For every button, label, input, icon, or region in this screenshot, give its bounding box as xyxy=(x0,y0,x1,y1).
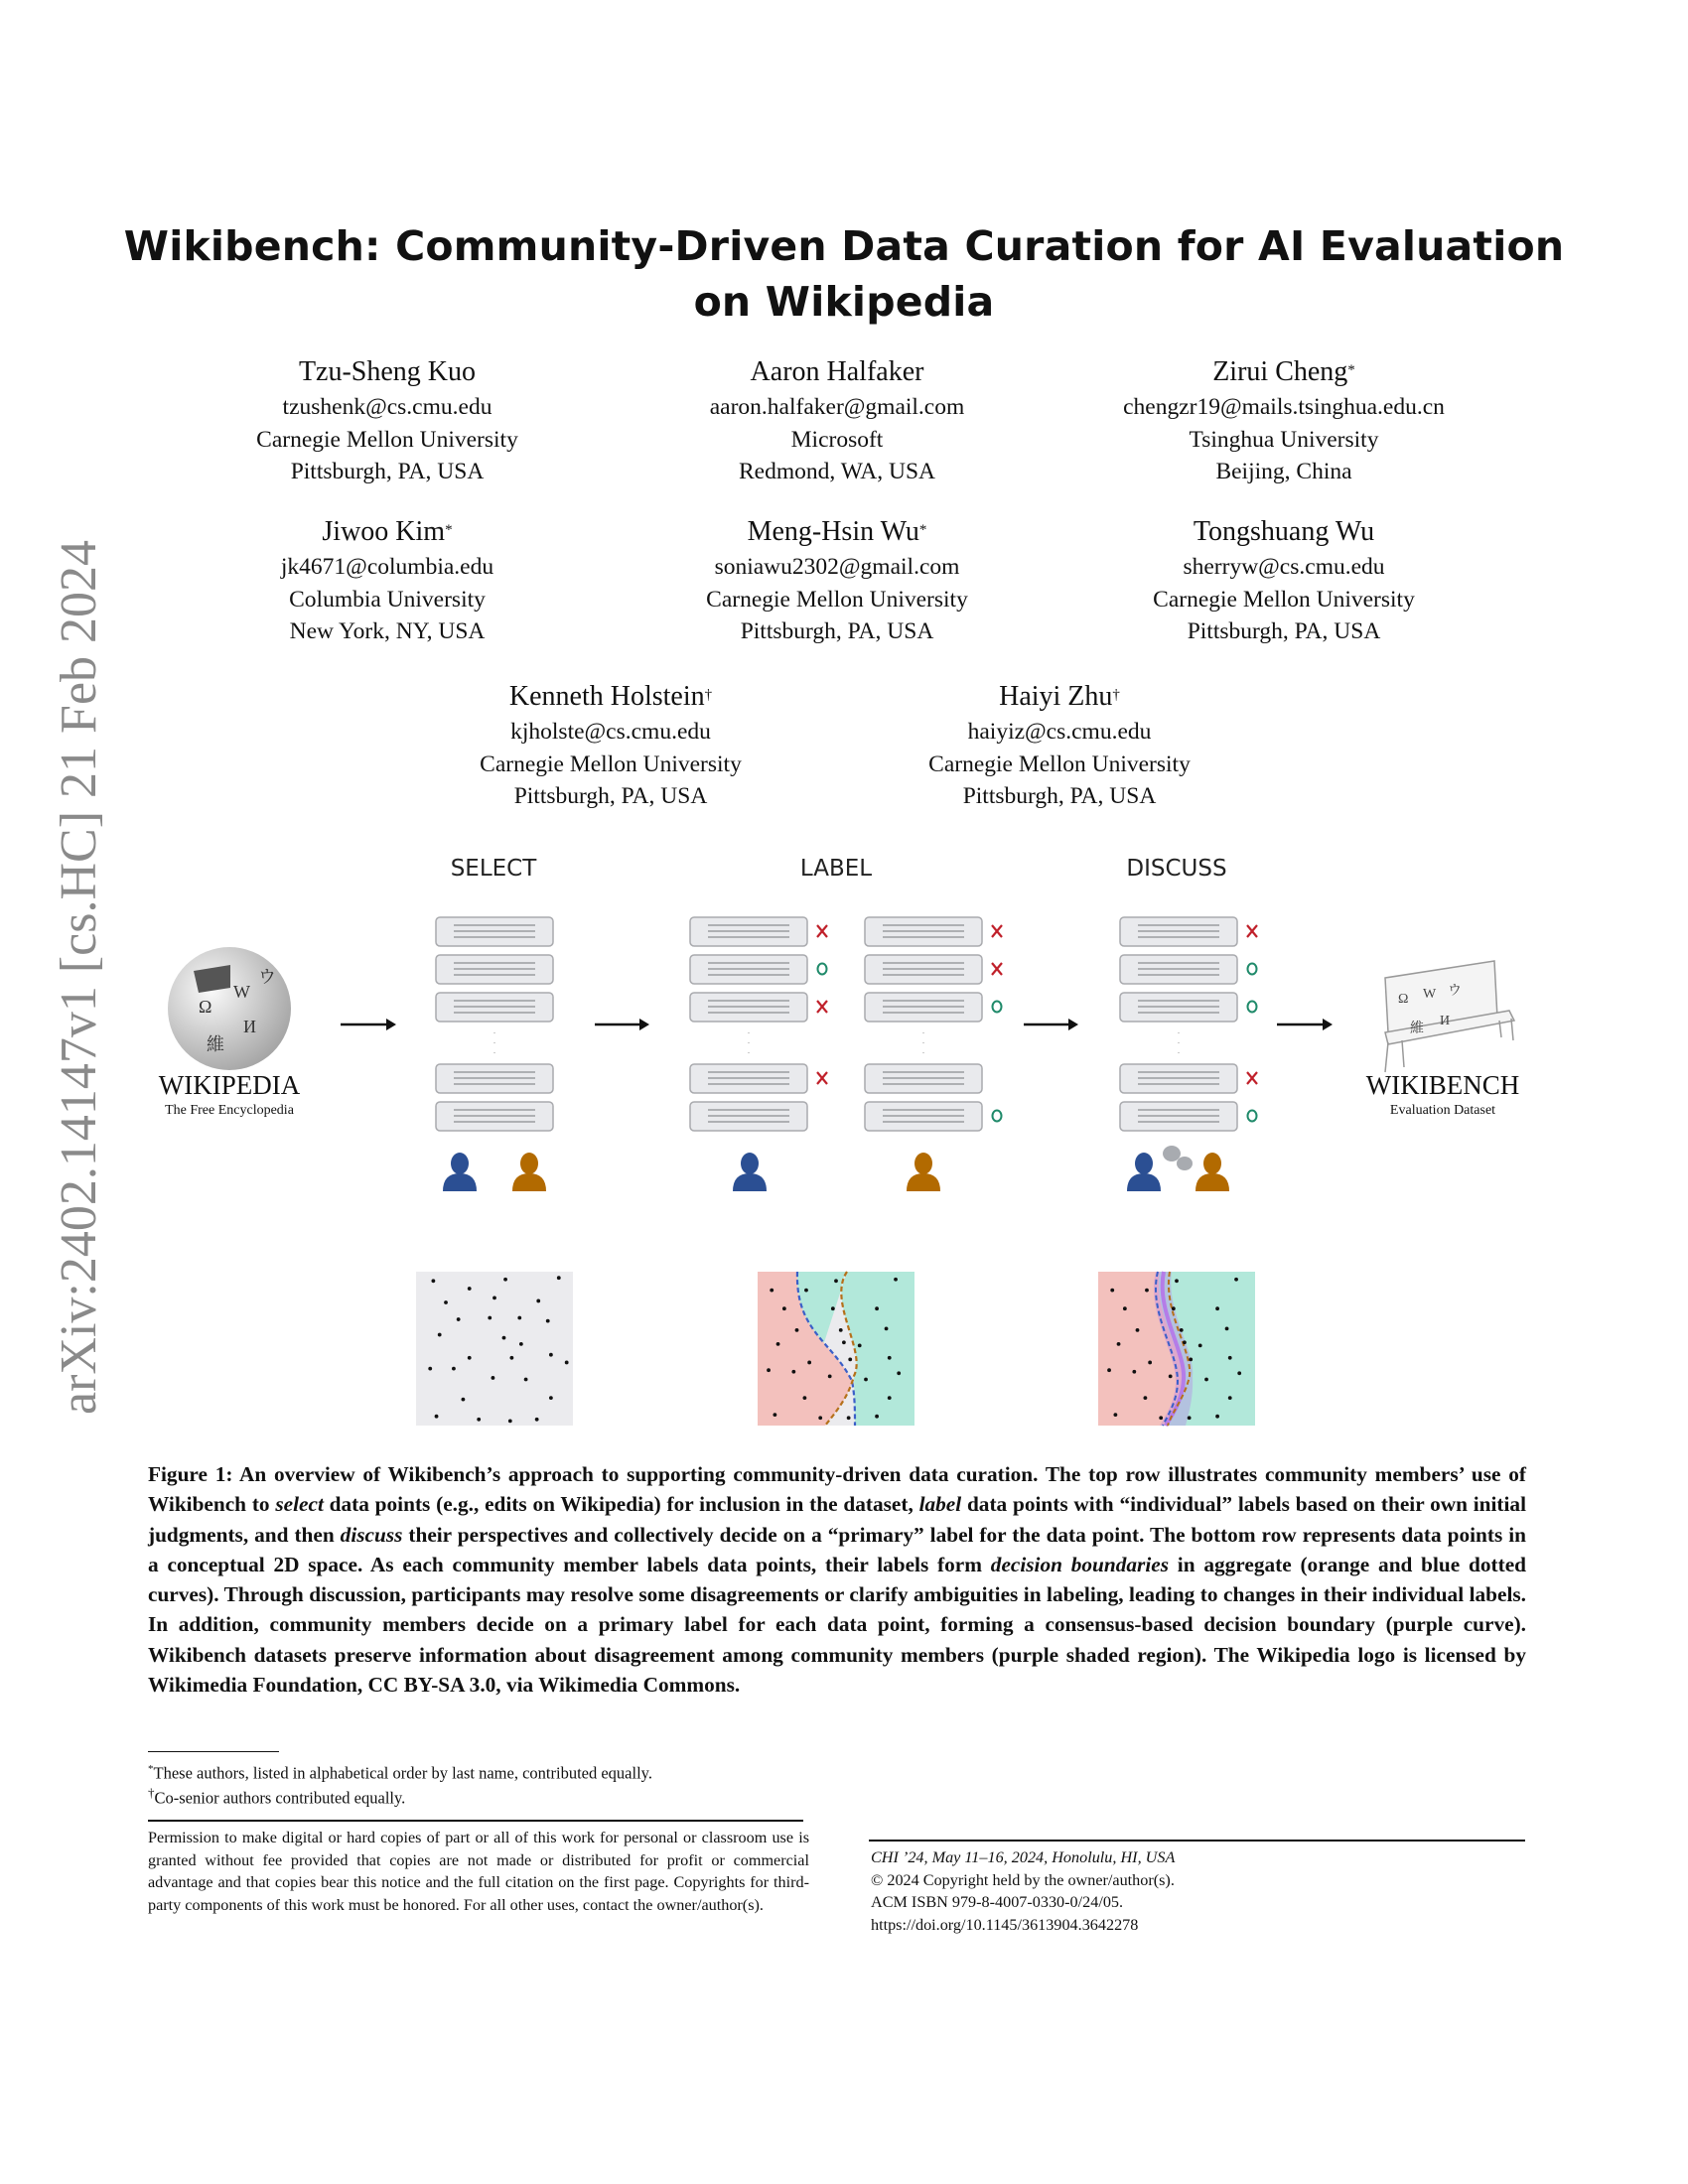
isbn: ACM ISBN 979-8-4007-0330-0/24/05. xyxy=(871,1893,1124,1911)
data-point-dot xyxy=(477,1418,481,1422)
data-point-card xyxy=(436,1064,553,1093)
data-point-dot xyxy=(431,1279,435,1283)
data-point-dot xyxy=(536,1299,540,1303)
label-x-icon xyxy=(817,1072,827,1084)
author-block xyxy=(392,678,829,813)
card-column-select xyxy=(436,917,553,1131)
scatter-unlabeled xyxy=(416,1272,573,1426)
data-point-dot xyxy=(1215,1306,1219,1310)
author-name-text: Jiwoo Kim xyxy=(322,516,446,547)
data-point-dot xyxy=(492,1296,496,1299)
author-footnote-mark: † xyxy=(704,687,713,703)
data-point-dot xyxy=(488,1316,492,1320)
caption-emphasis: label xyxy=(918,1492,962,1517)
data-point-dot xyxy=(1188,1416,1192,1420)
author-location: Pittsburgh, PA, USA xyxy=(740,618,934,644)
data-point-dot xyxy=(888,1356,892,1360)
author-name xyxy=(619,353,1055,391)
svg-text:W: W xyxy=(1423,987,1437,1002)
data-point-dot xyxy=(828,1375,832,1379)
label-x-icon xyxy=(817,925,827,937)
data-point-dot xyxy=(452,1367,456,1371)
data-point-dot xyxy=(842,1340,846,1344)
arrow-right-icon xyxy=(341,1019,396,1030)
user-blue-icon xyxy=(443,1153,477,1191)
data-point-card xyxy=(436,955,553,984)
svg-text:И: И xyxy=(243,1017,256,1036)
label-o-icon xyxy=(993,1111,1002,1122)
data-point-dot xyxy=(1159,1416,1163,1420)
data-point-card xyxy=(690,1102,807,1131)
caption-text: in aggregate (orange and blue dotted curves). Through discussion, participants may resolve some disagreements or clarify ambiguities in labeling, leading to changes in their individual labels. In addition, community members decide on a primary label for each data point, forming a consensus-based decision boundary (purple curve). Wikibench datasets preserve information about disagreement among community members (purple shaded region). The Wikipedia logo is licensed by Wikimedia Foundation, CC BY-SA 3.0, via Wikimedia Commons. xyxy=(148,1552,1527,1698)
data-point-dot xyxy=(444,1300,448,1304)
data-point-dot xyxy=(519,1342,523,1346)
caption-text: data points with “individual” labels based on their own initial judgments, and then xyxy=(148,1492,1526,1547)
data-point-dot xyxy=(546,1319,550,1323)
data-point-dot xyxy=(468,1356,472,1360)
author-name xyxy=(841,678,1278,716)
user-blue-icon xyxy=(1127,1153,1161,1191)
user-orange-icon xyxy=(907,1153,940,1191)
svg-text:Ω: Ω xyxy=(1398,992,1409,1007)
author-location: Pittsburgh, PA, USA xyxy=(1187,618,1381,644)
user-blue-icon xyxy=(733,1153,767,1191)
label-o-icon xyxy=(1248,1111,1257,1122)
author-location: Beijing, China xyxy=(1215,459,1352,484)
label-o-icon xyxy=(1248,1002,1257,1013)
data-point-dot xyxy=(875,1415,879,1419)
author-email[interactable]: aaron.halfaker@gmail.com xyxy=(709,394,965,420)
footnote-text: These authors, listed in alphabetical order by last name, contributed equally. xyxy=(153,1763,652,1783)
data-point-dot xyxy=(503,1278,507,1282)
label-o-icon xyxy=(1248,964,1257,975)
data-point-card xyxy=(690,955,807,984)
data-point-dot xyxy=(770,1289,774,1293)
svg-text:И: И xyxy=(1440,1014,1451,1028)
svg-text:維: 維 xyxy=(1410,1022,1424,1036)
data-point-dot xyxy=(428,1367,432,1371)
footnote-co-senior xyxy=(148,1782,405,1810)
author-footnote-mark: * xyxy=(1347,362,1355,378)
data-point-dot xyxy=(1225,1326,1229,1330)
data-point-dot xyxy=(1198,1344,1202,1348)
data-point-dot xyxy=(791,1370,795,1374)
data-point-dot xyxy=(1113,1413,1117,1417)
author-affiliation: Carnegie Mellon University xyxy=(706,586,968,613)
svg-text:W: W xyxy=(233,982,250,1002)
data-point-dot xyxy=(773,1413,776,1417)
data-point-dot xyxy=(767,1368,771,1372)
author-name xyxy=(619,513,1055,551)
data-point-dot xyxy=(1228,1396,1232,1400)
data-point-dot xyxy=(1117,1342,1121,1346)
data-point-dot xyxy=(435,1415,439,1419)
data-point-dot xyxy=(803,1396,807,1400)
data-point-dot xyxy=(508,1419,512,1423)
arrow-right-icon xyxy=(1277,1019,1333,1030)
author-footnote-mark: * xyxy=(445,522,453,538)
wikipedia-tagline: The Free Encyclopedia xyxy=(165,1103,294,1118)
data-point-dot xyxy=(462,1398,466,1402)
author-name-text: Aaron Halfaker xyxy=(750,356,924,387)
data-point-card xyxy=(1120,1064,1237,1093)
data-point-card xyxy=(436,917,553,946)
data-point-card xyxy=(690,917,807,946)
copyright-notice: © 2024 Copyright held by the owner/author(s). xyxy=(871,1870,1175,1889)
caption-text: data points (e.g., edits on Wikipedia) for inclusion in the dataset, xyxy=(323,1492,919,1517)
author-name-text: Tongshuang Wu xyxy=(1193,516,1375,547)
wikipedia-wordmark: WIKIPEDIA xyxy=(158,1070,301,1100)
data-point-dot xyxy=(1145,1289,1149,1293)
data-point-dot xyxy=(807,1361,811,1365)
author-email[interactable]: haiyiz@cs.cmu.edu xyxy=(967,719,1152,745)
data-point-dot xyxy=(888,1396,892,1400)
author-email[interactable]: tzushenk@cs.cmu.edu xyxy=(282,394,492,420)
data-point-dot xyxy=(457,1317,461,1321)
author-affiliation: Tsinghua University xyxy=(1189,426,1379,453)
author-affiliation: Columbia University xyxy=(289,586,486,613)
author-name-text: Meng-Hsin Wu xyxy=(747,516,919,547)
data-point-dot xyxy=(1169,1375,1173,1379)
author-email[interactable]: kjholste@cs.cmu.edu xyxy=(510,719,711,745)
stage-label-select: SELECT xyxy=(450,856,537,882)
footnote-mark: * xyxy=(148,1763,154,1775)
doi-link[interactable]: https://doi.org/10.1145/3613904.3642278 xyxy=(871,1915,1139,1934)
author-name-text: Zirui Cheng xyxy=(1212,356,1348,387)
footnote-text: Co-senior authors contributed equally. xyxy=(154,1788,406,1808)
author-footnote-mark: † xyxy=(1112,687,1120,703)
permission-statement: Permission to make digital or hard copies of part or all of this work for personal or classroom use is granted without fee provided that copies are not made or distributed for profit or commercial advantage and that copies bear this notice and the full citation on the first page. Copyrights for third-party components of this work must be honored. For all other uses, contact the owner/author(s). xyxy=(148,1829,809,1914)
data-point-card xyxy=(865,955,982,984)
arrow-right-icon xyxy=(595,1019,649,1030)
svg-text:維: 維 xyxy=(207,1034,224,1054)
permission-divider xyxy=(148,1820,803,1822)
data-point-card xyxy=(1120,917,1237,946)
data-point-dot xyxy=(864,1378,868,1382)
data-point-dot xyxy=(517,1316,521,1320)
footnote-divider xyxy=(148,1751,279,1752)
data-point-dot xyxy=(818,1416,822,1420)
data-point-dot xyxy=(468,1287,472,1291)
wikibench-tagline: Evaluation Dataset xyxy=(1389,1103,1496,1118)
arxiv-identifier: arXiv:2402.14147v1 [cs.HC] 21 Feb 2024 xyxy=(51,539,107,1415)
overview-figure xyxy=(0,834,1688,1449)
data-point-dot xyxy=(795,1328,799,1332)
author-name-text: Haiyi Zhu xyxy=(999,681,1113,712)
data-point-dot xyxy=(1215,1415,1219,1419)
label-o-icon xyxy=(993,1002,1002,1013)
data-point-dot xyxy=(776,1342,780,1346)
data-point-card xyxy=(1120,993,1237,1022)
svg-text:ウ: ウ xyxy=(258,967,276,987)
footnote-equal-contribution xyxy=(148,1758,652,1785)
data-point-card xyxy=(690,993,807,1022)
paper-title: Wikibench: Community-Driven Data Curation for AI Evaluation on Wikipedia xyxy=(123,222,1565,326)
label-x-icon xyxy=(992,925,1002,937)
label-x-icon xyxy=(992,963,1002,975)
author-location: Pittsburgh, PA, USA xyxy=(513,783,708,809)
conference-venue: CHI ’24, May 11–16, 2024, Honolulu, HI, USA xyxy=(871,1848,1176,1866)
author-affiliation: Microsoft xyxy=(790,426,884,453)
wikibench-bench-icon xyxy=(1385,961,1514,1072)
data-point-dot xyxy=(1107,1368,1111,1372)
data-point-dot xyxy=(885,1326,889,1330)
user-orange-icon xyxy=(512,1153,546,1191)
data-point-card xyxy=(1120,1102,1237,1131)
data-point-dot xyxy=(858,1344,862,1348)
author-affiliation: Carnegie Mellon University xyxy=(1153,586,1415,613)
data-point-card xyxy=(865,993,982,1022)
label-o-icon xyxy=(818,964,827,975)
author-block xyxy=(619,513,1055,648)
data-point-dot xyxy=(1183,1340,1187,1344)
author-name-text: Kenneth Holstein xyxy=(508,681,705,712)
conference-divider xyxy=(869,1840,1525,1842)
caption-text: Figure 1: An overview of Wikibench’s approach to supporting community-driven data curation. The top row illustrates community members’ use of Wikibench to xyxy=(148,1462,1526,1517)
data-point-dot xyxy=(848,1357,852,1361)
footnote-mark: † xyxy=(148,1785,155,1800)
data-point-dot xyxy=(1180,1328,1184,1332)
stage-label-discuss: DISCUSS xyxy=(1126,856,1227,882)
data-point-dot xyxy=(1123,1306,1127,1310)
data-point-dot xyxy=(1110,1289,1114,1293)
arrow-right-icon xyxy=(1024,1019,1078,1030)
data-point-dot xyxy=(1148,1361,1152,1365)
author-location: Pittsburgh, PA, USA xyxy=(290,459,485,484)
caption-emphasis: decision boundaries xyxy=(990,1552,1169,1576)
author-block xyxy=(619,353,1055,488)
author-affiliation: Carnegie Mellon University xyxy=(928,751,1191,777)
author-email[interactable]: sherryw@cs.cmu.edu xyxy=(1183,554,1385,580)
data-point-dot xyxy=(875,1306,879,1310)
author-name xyxy=(392,678,829,716)
data-point-dot xyxy=(897,1371,901,1375)
data-point-card xyxy=(865,1064,982,1093)
author-affiliation: Carnegie Mellon University xyxy=(480,751,742,777)
data-point-dot xyxy=(549,1396,553,1400)
caption-text: their perspectives and collectively decide on a “primary” label for the data point. The bottom row represents data points in a conceptual 2D space. As each community member labels data points, their labels form xyxy=(148,1522,1527,1576)
data-point-dot xyxy=(839,1328,843,1332)
data-point-card xyxy=(865,1102,982,1131)
data-point-card xyxy=(865,917,982,946)
data-point-dot xyxy=(535,1418,539,1422)
author-block xyxy=(841,678,1278,813)
author-name xyxy=(169,353,606,391)
data-point-dot xyxy=(1228,1356,1232,1360)
wikibench-wordmark: WIKIBENCH xyxy=(1365,1070,1520,1100)
data-point-dot xyxy=(1234,1278,1238,1282)
card-column-discuss xyxy=(1120,917,1257,1131)
author-location: New York, NY, USA xyxy=(289,618,486,644)
data-point-dot xyxy=(834,1279,838,1283)
data-point-dot xyxy=(1132,1370,1136,1374)
label-x-icon xyxy=(1247,1072,1257,1084)
author-location: Redmond, WA, USA xyxy=(738,459,936,484)
data-point-card xyxy=(690,1064,807,1093)
data-point-dot xyxy=(1144,1396,1148,1400)
data-point-dot xyxy=(1237,1371,1241,1375)
data-point-dot xyxy=(847,1416,851,1420)
data-point-dot xyxy=(782,1306,786,1310)
author-name-text: Tzu-Sheng Kuo xyxy=(298,356,477,387)
card-column-label-user1 xyxy=(690,917,827,1131)
author-block xyxy=(1065,513,1502,648)
data-point-card xyxy=(436,993,553,1022)
data-point-card xyxy=(436,1102,553,1131)
author-block xyxy=(1065,353,1502,488)
data-point-card xyxy=(1120,955,1237,984)
author-email[interactable]: jk4671@columbia.edu xyxy=(280,554,494,580)
data-point-dot xyxy=(831,1306,835,1310)
data-point-dot xyxy=(565,1361,569,1365)
data-point-dot xyxy=(549,1353,553,1357)
data-point-dot xyxy=(492,1376,495,1380)
author-email[interactable]: soniawu2302@gmail.com xyxy=(714,554,960,580)
chat-bubbles-icon xyxy=(1163,1146,1193,1170)
conference-info xyxy=(871,1846,1175,1936)
svg-text:ウ: ウ xyxy=(1448,984,1462,999)
scatter-individual-labels xyxy=(758,1272,914,1426)
data-point-dot xyxy=(524,1378,528,1382)
user-orange-icon xyxy=(1196,1153,1229,1191)
data-point-dot xyxy=(509,1356,513,1360)
author-name xyxy=(169,513,606,551)
scatter-consensus xyxy=(1098,1272,1255,1426)
card-column-label-user2 xyxy=(865,917,1002,1131)
author-block xyxy=(169,513,606,648)
label-x-icon xyxy=(817,1001,827,1013)
data-point-dot xyxy=(894,1278,898,1282)
data-point-dot xyxy=(1172,1306,1176,1310)
caption-emphasis: discuss xyxy=(340,1522,403,1547)
data-point-dot xyxy=(1175,1279,1179,1283)
data-point-dot xyxy=(1204,1378,1208,1382)
region-unlabeled xyxy=(416,1272,573,1426)
figure-caption xyxy=(148,1459,1526,1700)
stage-label-label: LABEL xyxy=(799,856,873,882)
author-name xyxy=(1065,513,1502,551)
data-point-dot xyxy=(502,1336,506,1340)
caption-emphasis: select xyxy=(275,1492,324,1517)
author-affiliation: Carnegie Mellon University xyxy=(256,426,518,453)
svg-text:Ω: Ω xyxy=(199,997,212,1017)
author-block xyxy=(169,353,606,488)
label-x-icon xyxy=(1247,925,1257,937)
data-point-dot xyxy=(557,1276,561,1280)
author-email[interactable]: chengzr19@mails.tsinghua.edu.cn xyxy=(1123,394,1445,420)
data-point-dot xyxy=(804,1289,808,1293)
wikipedia-globe-icon xyxy=(168,947,291,1070)
data-point-dot xyxy=(1136,1328,1140,1332)
author-name xyxy=(1065,353,1502,391)
author-location: Pittsburgh, PA, USA xyxy=(962,783,1157,809)
data-point-dot xyxy=(438,1333,442,1337)
data-point-dot xyxy=(1189,1357,1193,1361)
author-footnote-mark: * xyxy=(918,522,927,538)
